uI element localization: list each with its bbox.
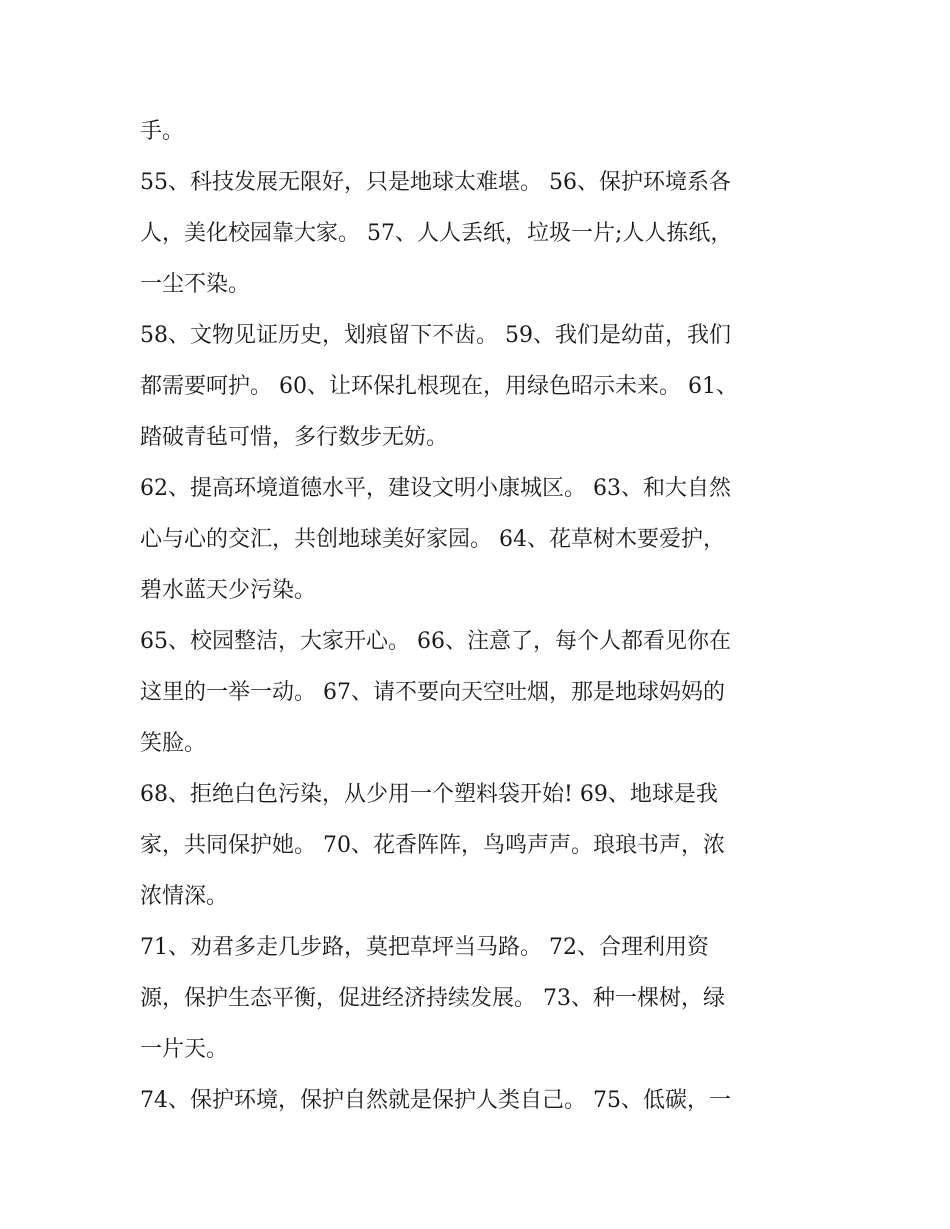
text-line: 这里的一举一动。 67、请不要向天空吐烟，那是地球妈妈的 bbox=[140, 680, 725, 705]
text-line: 58、文物见证历史，划痕留下不齿。 59、我们是幼苗，我们 bbox=[140, 323, 731, 348]
text-line: 踏破青毡可惜，多行数步无妨。 bbox=[140, 425, 449, 450]
text-line: 74、保护环境，保护自然就是保护人类自己。 75、低碳，一 bbox=[140, 1088, 731, 1113]
text-line: 62、提高环境道德水平，建设文明小康城区。 63、和大自然 bbox=[140, 476, 731, 501]
text-line: 浓情深。 bbox=[140, 884, 229, 909]
text-line: 家，共同保护她。 70、花香阵阵，鸟鸣声声。琅琅书声，浓 bbox=[140, 833, 725, 858]
text-line: 手。 bbox=[140, 119, 185, 144]
text-line: 55、科技发展无限好，只是地球太难堪。 56、保护环境系各 bbox=[140, 170, 731, 195]
text-line: 71、劝君多走几步路，莫把草坪当马路。 72、合理利用资 bbox=[140, 935, 709, 960]
text-line: 一片天。 bbox=[140, 1037, 229, 1062]
text-line: 源，保护生态平衡，促进经济持续发展。 73、种一棵树，绿 bbox=[140, 986, 725, 1011]
text-line: 一尘不染。 bbox=[140, 272, 251, 297]
text-line: 碧水蓝天少污染。 bbox=[140, 578, 317, 603]
text-line: 68、拒绝白色污染，从少用一个塑料袋开始! 69、地球是我 bbox=[140, 782, 718, 807]
text-line: 心与心的交汇，共创地球美好家园。 64、花草树木要爱护， bbox=[140, 527, 725, 552]
text-line: 都需要呵护。 60、让环保扎根现在，用绿色昭示未来。 61、 bbox=[140, 374, 738, 399]
text-line: 笑脸。 bbox=[140, 731, 207, 756]
slogan-text-block bbox=[140, 106, 800, 1126]
text-line: 65、校园整洁，大家开心。 66、注意了，每个人都看见你在 bbox=[140, 629, 731, 654]
text-line: 人，美化校园靠大家。 57、人人丢纸，垃圾一片;人人拣纸， bbox=[140, 221, 733, 246]
